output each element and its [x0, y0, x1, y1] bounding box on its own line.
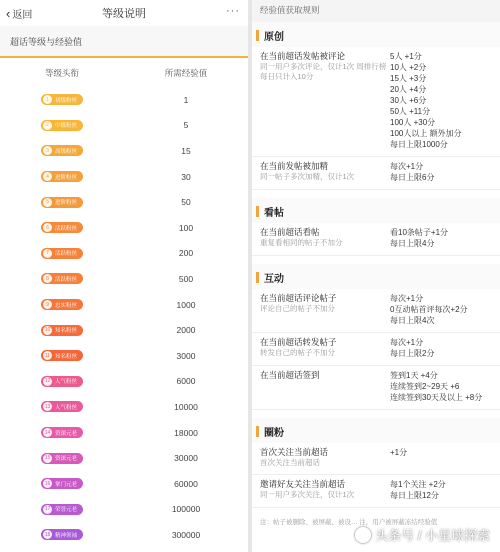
level-number: 5: [43, 198, 52, 207]
category-marker: [256, 272, 259, 283]
rule-item: [252, 223, 500, 256]
level-title: 知名粉丝: [55, 328, 78, 335]
level-number: 11: [44, 352, 51, 359]
level-cell: [0, 222, 124, 233]
level-title: 活跃粉丝: [55, 225, 78, 232]
rule-item: [252, 289, 500, 333]
level-cell: [0, 171, 124, 182]
rule-value: 每日上限4次: [390, 316, 435, 325]
level-number: 4: [43, 172, 52, 181]
rule-value: 每日上限12分: [390, 491, 439, 500]
level-number: 1: [43, 95, 52, 104]
level-cell: [0, 145, 124, 156]
table-row: [0, 471, 248, 497]
level-title: 荣誉元老: [55, 507, 78, 514]
level-badge: [41, 120, 83, 131]
level-cell: [0, 299, 124, 310]
rule-value: 10人 +2分: [390, 63, 427, 72]
table-row: [0, 445, 248, 471]
level-exp: 100000: [171, 504, 201, 515]
category-marker: [256, 206, 259, 217]
level-number: 15: [44, 455, 51, 462]
rule-value: 每日上限6分: [390, 173, 435, 182]
table-row: [0, 87, 248, 113]
rule-subtitle: 同一用户多次评论，仅计1次 周排行榜每日只计入10分: [260, 62, 387, 81]
level-number: 7: [43, 249, 52, 258]
level-number: 3: [43, 146, 52, 155]
level-cell: [0, 376, 124, 387]
footnote: 注：帖子被删除、被屏蔽、被设… 注，用户被屏蔽冻结经验值: [260, 519, 438, 526]
level-badge: [41, 504, 83, 515]
rule-value: 签到1天 +4分: [390, 371, 438, 380]
rules-header: 经验值获取规则: [252, 0, 500, 22]
level-number: 14: [44, 429, 51, 436]
level-cell: [0, 273, 124, 284]
rule-value: 5人 +1分: [390, 52, 422, 61]
rule-title: 在当前超话签到: [260, 370, 320, 380]
column-header-title: 等级头衔: [44, 68, 79, 78]
rule-value: 连续签到30天及以上 +8分: [390, 393, 483, 402]
rule-item: [252, 47, 500, 157]
rule-value: 30人 +6分: [390, 96, 427, 105]
level-title: 进阶粉丝: [55, 174, 78, 181]
level-badge: [41, 401, 83, 412]
level-number: 17: [44, 506, 51, 513]
rule-title: 在当前超话转发帖子: [260, 337, 337, 347]
rule-title: 在当前发帖被加精: [260, 161, 329, 171]
level-cell: [0, 325, 124, 336]
rule-subtitle: 重复看相同的帖子不加分: [260, 238, 343, 247]
level-badge: [41, 222, 83, 233]
level-number: 8: [43, 274, 52, 283]
rule-value: 连续签到2~29天 +6: [390, 382, 460, 391]
level-cell: [0, 248, 124, 259]
level-badge: [41, 171, 83, 182]
level-cell: [0, 350, 124, 361]
table-row: [0, 138, 248, 164]
table-header: [0, 58, 248, 87]
rule-title: 在当前超话发帖被评论: [260, 51, 346, 61]
level-number: 12: [44, 378, 51, 385]
table-row: [0, 522, 248, 548]
level-panel: [0, 0, 248, 552]
rules-body: [252, 22, 500, 516]
level-number: 18: [44, 531, 51, 538]
rule-subtitle: 评论自己的帖子不加分: [260, 304, 335, 313]
rule-value: 每日上限1000分: [390, 140, 448, 149]
level-title: 进阶粉丝: [55, 200, 78, 207]
category-name: 原创: [264, 32, 284, 43]
category-marker: [256, 30, 259, 41]
back-label: 返回: [12, 9, 33, 21]
level-exp: 50: [181, 197, 191, 208]
level-badge: [41, 145, 83, 156]
level-title: 精神领袖: [55, 532, 78, 539]
level-exp: 500: [178, 273, 194, 284]
level-badge: [41, 94, 83, 105]
level-exp: 60000: [174, 478, 198, 489]
level-cell: [0, 427, 124, 438]
column-header-exp: 所需经验值: [164, 68, 208, 78]
rule-value: 100人以上 额外加分: [390, 129, 462, 138]
rules-panel: [252, 0, 500, 552]
level-number: 2: [43, 121, 52, 130]
category-marker: [256, 426, 259, 437]
section-title: 超话等级与经验值: [0, 26, 248, 58]
level-title: 资深元老: [55, 430, 78, 437]
level-badge: [41, 478, 83, 489]
level-title: 高级粉丝: [55, 148, 78, 155]
level-badge: [41, 325, 83, 336]
table-row: [0, 164, 248, 190]
category-name: 圈粉: [264, 428, 284, 439]
level-number: 10: [44, 327, 51, 334]
more-menu-icon[interactable]: ···: [226, 5, 240, 17]
level-badge: [41, 197, 83, 208]
level-exp: 200: [178, 248, 194, 259]
rule-title: 在当前超话评论帖子: [260, 293, 337, 303]
rule-value: 0互动帖首评每次+2分: [390, 305, 468, 314]
rule-value: 每次+1分: [390, 294, 424, 303]
level-title: 掌门元老: [55, 481, 78, 488]
table-row: [0, 394, 248, 420]
chevron-left-icon: ‹: [6, 5, 11, 21]
category-heading: [252, 264, 500, 289]
level-table: [0, 87, 248, 548]
category-name: 看帖: [264, 208, 284, 219]
rule-value: 看10条帖子+1分: [390, 228, 449, 237]
level-title: 资深元老: [55, 456, 78, 463]
rule-value: 每次+1分: [390, 338, 424, 347]
category-name: 互动: [264, 274, 284, 285]
level-exp: 2000: [176, 325, 196, 336]
section-gap: [252, 190, 500, 198]
rule-item: [252, 443, 500, 475]
level-exp: 3000: [176, 350, 196, 361]
rule-title: 首次关注当前超话: [260, 447, 329, 457]
level-title: 知名粉丝: [55, 353, 78, 360]
level-exp: 10000: [174, 401, 198, 412]
watermark-text: 头条号 / 小星球探索: [375, 528, 490, 543]
level-number: 9: [43, 300, 52, 309]
level-exp: 300000: [171, 529, 201, 540]
table-row: [0, 215, 248, 241]
back-button[interactable]: [6, 6, 32, 21]
rule-value: 每1个关注 +2分: [390, 480, 446, 489]
level-badge: [41, 248, 83, 259]
rule-value: 每日上限4分: [390, 239, 435, 248]
level-title: 活跃粉丝: [55, 276, 78, 283]
level-number: 16: [44, 480, 51, 487]
category-heading: [252, 22, 500, 47]
level-exp: 5: [183, 120, 189, 131]
table-row: [0, 497, 248, 523]
level-exp: 6000: [176, 376, 196, 387]
level-badge: [41, 529, 83, 540]
section-gap: [252, 508, 500, 516]
table-row: [0, 317, 248, 343]
table-row: [0, 241, 248, 267]
rule-value: +1分: [390, 448, 408, 457]
rule-value: 20人 +4分: [390, 85, 427, 94]
rule-item: [252, 157, 500, 190]
category-heading: [252, 418, 500, 443]
level-badge: [41, 350, 83, 361]
level-badge: [41, 376, 83, 387]
rule-value: 50人 +11分: [390, 107, 431, 116]
level-cell: [0, 529, 124, 540]
rule-value: 每次+1分: [390, 162, 424, 171]
level-cell: [0, 120, 124, 131]
level-number: 13: [44, 403, 51, 410]
watermark: [355, 525, 490, 544]
level-exp: 15: [181, 145, 191, 156]
section-gap: [252, 410, 500, 418]
level-title: 活跃粉丝: [55, 251, 78, 258]
table-row: [0, 292, 248, 318]
rule-subtitle: 首次关注当前超话: [260, 458, 320, 467]
rule-value: 每日上限2分: [390, 349, 435, 358]
level-title: 人气粉丝: [55, 379, 78, 386]
rule-item: [252, 475, 500, 508]
table-row: [0, 343, 248, 369]
page-title: 等级说明: [102, 8, 146, 20]
level-exp: 1000: [176, 299, 196, 310]
section-gap: [252, 256, 500, 264]
level-title: 人气粉丝: [55, 404, 78, 411]
level-exp: 30: [181, 171, 191, 182]
top-nav-bar: [0, 0, 248, 26]
rule-value: 15人 +3分: [390, 74, 427, 83]
level-cell: [0, 504, 124, 515]
rule-subtitle: 转发自己的帖子不加分: [260, 348, 335, 357]
level-badge: [41, 273, 83, 284]
level-title: 初级粉丝: [55, 97, 78, 104]
level-exp: 100: [178, 222, 194, 233]
table-row: [0, 266, 248, 292]
level-badge: [41, 453, 83, 464]
rule-subtitle: 同一用户多次关注，仅计1次: [260, 490, 355, 499]
table-row: [0, 113, 248, 139]
table-row: [0, 420, 248, 446]
level-number: 6: [43, 223, 52, 232]
level-badge: [41, 299, 83, 310]
level-cell: [0, 401, 124, 412]
level-title: 中级粉丝: [55, 123, 78, 130]
watermark-logo-icon: [355, 527, 371, 543]
table-row: [0, 369, 248, 395]
category-heading: [252, 198, 500, 223]
level-cell: [0, 94, 124, 105]
level-exp: 18000: [174, 427, 198, 438]
level-exp: 30000: [174, 453, 198, 464]
level-cell: [0, 478, 124, 489]
level-badge: [41, 427, 83, 438]
rule-subtitle: 同一帖子多次加精，仅计1次: [260, 172, 355, 181]
rule-value: 100人 +30分: [390, 118, 436, 127]
rule-item: [252, 366, 500, 410]
rule-title: 邀请好友关注当前超话: [260, 479, 346, 489]
rule-title: 在当前超话看帖: [260, 227, 320, 237]
rule-item: [252, 333, 500, 366]
level-cell: [0, 453, 124, 464]
table-row: [0, 189, 248, 215]
level-exp: 1: [183, 94, 189, 105]
level-title: 忠实粉丝: [55, 302, 78, 309]
level-cell: [0, 197, 124, 208]
